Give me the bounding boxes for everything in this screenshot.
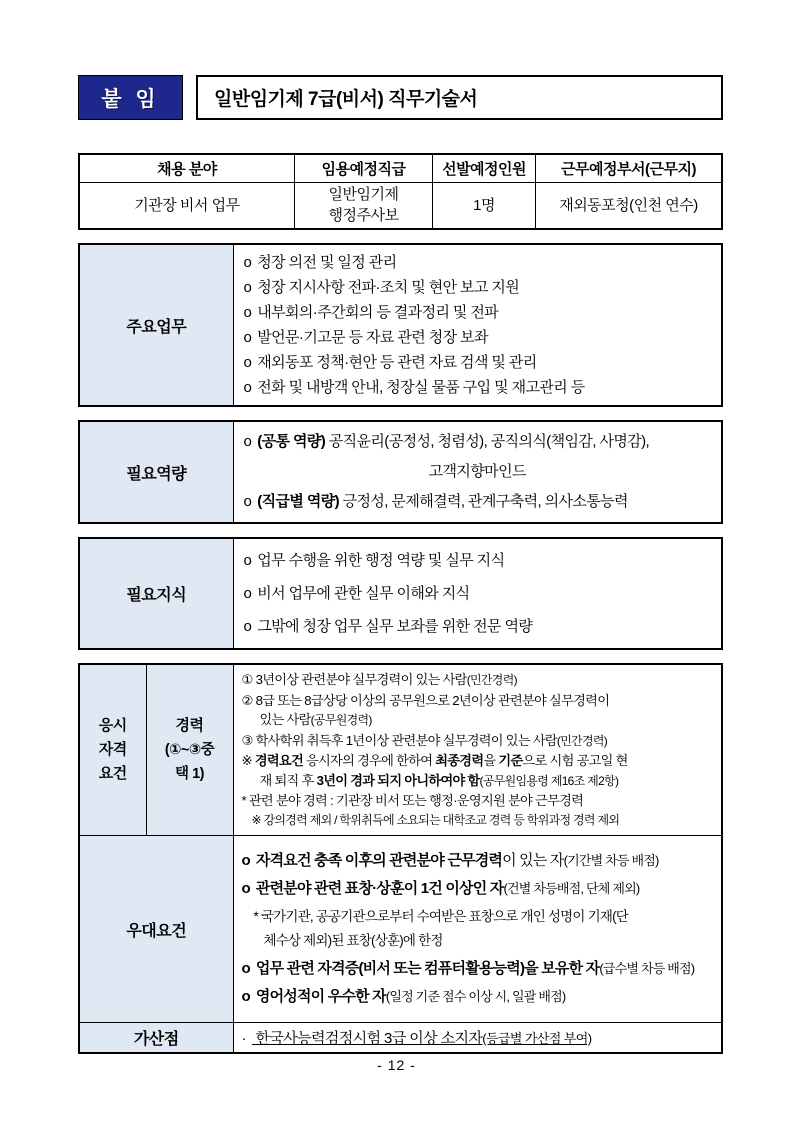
- preferred-bold: 영어성적이 우수한 자: [255, 988, 386, 1005]
- recruit-summary-table: [78, 153, 723, 230]
- preferred-paren: (기간별 차등 배점): [563, 853, 659, 868]
- qualification-group-label: [79, 664, 146, 836]
- knowledge-table: [78, 537, 723, 650]
- bullet: o: [243, 618, 252, 635]
- career-label: [146, 664, 233, 836]
- competency-item: [244, 487, 712, 517]
- career-line-cont: [242, 710, 714, 731]
- bullet: o: [243, 433, 252, 450]
- bullet: o: [241, 960, 250, 977]
- bullet: o: [243, 254, 252, 271]
- career-note: * 관련 분야 경력 : 기관장 비서 또는 행정·운영지원 분야 근무경력: [241, 793, 584, 808]
- career-note: [242, 751, 714, 771]
- bullet: ·: [241, 1029, 246, 1047]
- career-text: 학사학위 취득후 1년이상 관련분야 실무경력이 있는 사람: [252, 732, 557, 748]
- preferred-bold: 업무 관련 자격증(비서 또는 컴퓨터활용능력)을 보유한 자: [255, 960, 600, 977]
- career-line: [242, 691, 714, 711]
- career-note-cont: [242, 771, 714, 792]
- cell-grade: [294, 182, 432, 229]
- preferred-paren: (일정 기준 점수 이상 시, 일괄 배점): [385, 989, 566, 1004]
- career-note-small: ※ 강의경력 제외 / 학위취득에 소요되는 대학조교 경력 등 학위과정 경력 제외: [251, 812, 620, 827]
- knowledge-content: [233, 538, 722, 649]
- bullet: o: [243, 585, 252, 602]
- career-paren: (민간경력): [556, 733, 608, 748]
- competency-item-cont: 고객지향마인드: [428, 463, 526, 480]
- circled-number: ②: [241, 692, 253, 708]
- career-paren: (공무원경력): [310, 713, 372, 727]
- circled-number: ①: [241, 672, 253, 687]
- cell-dept: 재외동포청(인천 연수): [536, 182, 723, 229]
- bullet: o: [243, 329, 252, 346]
- group-label-line: 자격: [98, 741, 127, 758]
- career-text: 있는 사람: [259, 712, 311, 727]
- preferred-label: 우대요건: [79, 836, 233, 1023]
- preferred-item: [242, 878, 714, 900]
- knowledge-label: 필요지식: [79, 538, 233, 649]
- competency-text: 긍정성, 문제해결력, 관계구축력, 의사소통능력: [339, 493, 628, 510]
- note-text: 응시자의 경우에 한하여: [302, 753, 436, 768]
- col-header-grade: 임용예정직급: [294, 154, 432, 182]
- group-label-line: 응시: [98, 717, 127, 734]
- attachment-badge: 붙 임: [78, 75, 183, 120]
- career-label-line: (①~③중: [164, 742, 215, 758]
- competency-content: [233, 421, 722, 523]
- competency-table: [78, 420, 723, 524]
- cell-count: 1명: [433, 182, 536, 229]
- bullet: o: [243, 493, 252, 510]
- bonus-label: 가산점: [79, 1023, 233, 1053]
- knowledge-item: [244, 610, 712, 643]
- bullet: o: [241, 852, 250, 869]
- preferred-text: 이 있는 자: [502, 852, 564, 869]
- bullet: o: [241, 880, 250, 897]
- bullet: o: [243, 379, 252, 396]
- knowledge-item: [244, 577, 712, 610]
- career-paren: (민간경력): [466, 673, 517, 687]
- duty-text: 청장 지시사항 전파·조치 및 현안 보고 지원: [257, 279, 520, 296]
- preferred-item: [242, 986, 714, 1008]
- career-text: 8급 또는 8급상당 이상의 공무원으로 2년이상 관련분야 실무경력이: [252, 692, 610, 708]
- bullet: o: [243, 304, 252, 321]
- career-text: 3년이상 관련분야 실무경력이 있는 사람: [252, 672, 467, 687]
- competency-label: 필요역량: [79, 421, 233, 523]
- career-label-line: 택 1): [175, 766, 204, 782]
- career-content: [233, 664, 722, 836]
- duty-item: [244, 275, 712, 300]
- competency-text: 공직윤리(공정성, 청렴성), 공직의식(책임감, 사명감),: [325, 433, 650, 450]
- duty-item: [244, 375, 712, 400]
- preferred-bold: 관련분야 관련 표창·상훈이 1건 이상인 자: [255, 880, 504, 897]
- preferred-item: [242, 958, 714, 980]
- duty-text: 전화 및 내방객 안내, 청장실 물품 구입 및 재고관리 등: [257, 379, 585, 396]
- note-text: 을: [483, 753, 499, 768]
- competency-head: (직급별 역량): [257, 493, 340, 510]
- circled-number: ③: [241, 732, 253, 748]
- preferred-bold: 자격요건 충족 이후의 관련분야 근무경력: [255, 852, 503, 869]
- duty-text: 내부회의·주간회의 등 결과정리 및 전파: [257, 304, 499, 321]
- document-title: 일반임기제 7급(비서) 직무기술서: [196, 75, 723, 120]
- grade-line-2: 행정주사보: [328, 207, 399, 225]
- knowledge-text: 그밖에 청장 업무 실무 보좌를 위한 전문 역량: [257, 618, 533, 635]
- bullet: o: [243, 279, 252, 296]
- note-text: 재 퇴직 후: [259, 772, 317, 788]
- preferred-note: * 국가기관, 공공기관으로부터 수여받은 표창으로 개인 성명이 기재(단: [253, 909, 629, 924]
- preferred-paren: (건별 차등배점, 단체 제외): [503, 881, 640, 896]
- preferred-paren: (급수별 차등 배점): [599, 961, 695, 976]
- group-label-line: 요건: [98, 765, 127, 782]
- col-header-dept: 근무예정부서(근무지): [536, 154, 723, 182]
- career-label-line: 경력: [175, 717, 204, 734]
- duty-item: [244, 325, 712, 350]
- page-number: - 12 -: [377, 1057, 416, 1073]
- competency-head: (공통 역량): [257, 433, 326, 450]
- duty-item: [244, 350, 712, 375]
- bonus-content: [233, 1023, 722, 1053]
- preferred-content: [233, 836, 722, 1023]
- note-bold: 최종경력: [435, 753, 484, 768]
- document-page: [78, 75, 723, 1054]
- bullet: o: [241, 988, 250, 1005]
- bonus-paren: (등급별 가산점 부여): [482, 1030, 592, 1046]
- duty-item: [244, 250, 712, 275]
- note-mark: ※: [241, 753, 255, 768]
- knowledge-text: 비서 업무에 관한 실무 이해와 지식: [257, 585, 470, 602]
- duties-label: 주요업무: [79, 244, 233, 406]
- recruit-header-row: [79, 154, 722, 182]
- grade-line-1: 일반임기제: [328, 186, 399, 204]
- preferred-item: [242, 850, 714, 872]
- note-paren: (공무원임용령 제16조 제2항): [479, 773, 619, 788]
- preferred-note-cont: 체수상 제외)된 표창(상훈)에 한정: [263, 933, 443, 948]
- recruit-data-row: [79, 182, 722, 229]
- bonus-text: 한국사능력검정시험 3급 이상 소지자(등급별 가산점 부여): [251, 1029, 592, 1047]
- bullet: o: [243, 552, 252, 569]
- career-line: [242, 670, 714, 691]
- duty-text: 발언문·기고문 등 자료 관련 청장 보좌: [257, 329, 488, 346]
- career-line: [242, 731, 714, 752]
- duty-item: [244, 300, 712, 325]
- competency-item: [244, 427, 712, 457]
- bullet: o: [243, 354, 252, 371]
- col-header-field: 채용 분야: [79, 154, 294, 182]
- knowledge-item: [244, 544, 712, 577]
- note-bold: 3년이 경과 되지 아니하여야 함: [316, 772, 480, 788]
- cell-field: 기관장 비서 업무: [79, 182, 294, 229]
- note-bold: 기준: [498, 753, 523, 768]
- note-bold: 경력요건: [254, 753, 303, 768]
- duty-text: 청장 의전 및 일정 관리: [257, 254, 397, 271]
- knowledge-text: 업무 수행을 위한 행정 역량 및 실무 지식: [257, 552, 505, 569]
- duties-table: [78, 243, 723, 407]
- qualification-table: [78, 663, 723, 1054]
- col-header-count: 선발예정인원: [433, 154, 536, 182]
- note-text: 으로 시험 공고일 현: [522, 753, 628, 768]
- duties-content: [233, 244, 722, 406]
- duty-text: 재외동포 정책·현안 등 관련 자료 검색 및 관리: [257, 354, 537, 371]
- document-header: [78, 75, 723, 120]
